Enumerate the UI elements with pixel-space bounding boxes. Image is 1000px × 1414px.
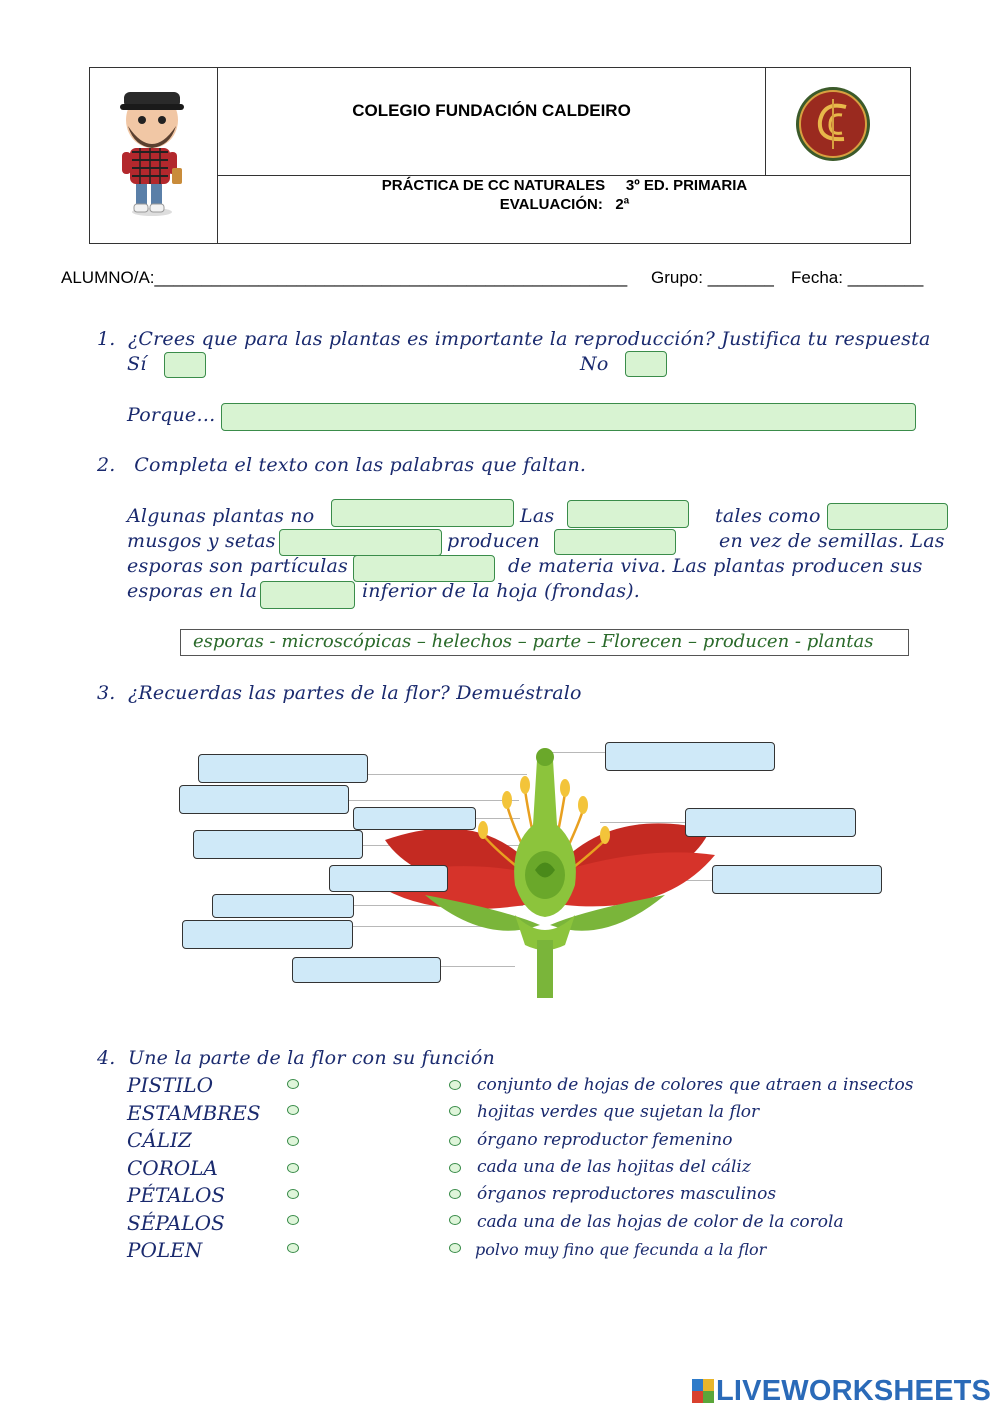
reason-answer-input[interactable] — [221, 403, 916, 431]
evaluation-line: EVALUACIÓN: 2ª — [499, 196, 630, 213]
no-answer-box[interactable] — [625, 351, 667, 377]
function-match-dot[interactable] — [449, 1163, 461, 1173]
part-match-dot[interactable] — [287, 1215, 299, 1225]
flower-part-input-7[interactable] — [182, 920, 353, 949]
q2-blank-6[interactable] — [353, 555, 495, 582]
subject-line: PRÁCTICA DE CC NATURALES 3º ED. PRIMARIA — [381, 177, 748, 194]
function-text: hojitas verdes que sujetan la flor — [477, 1102, 760, 1122]
header-divider — [765, 67, 766, 175]
liveworksheets-brand: LIVEWORKSHEETS — [716, 1374, 992, 1407]
q2-blank-5[interactable] — [554, 529, 676, 555]
part-match-dot[interactable] — [287, 1105, 299, 1115]
function-text: polvo muy fino que fecunda a la flor — [475, 1240, 767, 1259]
q2-blank-2[interactable] — [567, 500, 689, 528]
function-text: órganos reproductores masculinos — [477, 1184, 777, 1204]
flower-part-input-10[interactable] — [685, 808, 856, 837]
function-match-dot[interactable] — [449, 1243, 461, 1253]
q2-blank-7[interactable] — [260, 581, 355, 609]
function-text: conjunto de hojas de colores que atraen a insectos — [477, 1075, 914, 1095]
part-name: PISTILO — [127, 1073, 213, 1097]
part-match-dot[interactable] — [287, 1136, 299, 1146]
q2-text-line2-c: en vez de semillas. Las — [719, 530, 945, 552]
word-bank: esporas - microscópicas – helechos – parte – Florecen – producen - plantas — [180, 629, 909, 656]
q2-text-line4-b: inferior de la hoja (frondas). — [362, 580, 641, 602]
flower-part-input-9[interactable] — [605, 742, 775, 771]
q2-blank-3[interactable] — [827, 503, 948, 530]
q2-text-line3-a: esporas son partículas — [127, 555, 348, 577]
grupo-field-label: Grupo: _______ — [651, 268, 774, 287]
q2-blank-1[interactable] — [331, 499, 514, 527]
function-text: cada una de las hojas de color de la corola — [477, 1212, 844, 1232]
function-match-dot[interactable] — [449, 1106, 461, 1116]
mascot-figure-image — [110, 82, 200, 217]
logo-letter-v — [692, 1391, 703, 1403]
q2-text-line4-a: esporas en la — [127, 580, 258, 602]
question-4: 4. Une la parte de la flor con su función — [97, 1047, 495, 1069]
part-name: SÉPALOS — [127, 1211, 225, 1235]
part-match-dot[interactable] — [287, 1189, 299, 1199]
logo-letter-e — [703, 1391, 714, 1403]
part-match-dot[interactable] — [287, 1163, 299, 1173]
part-name: ESTAMBRES — [127, 1101, 261, 1125]
header-divider — [217, 67, 218, 244]
question-1: 1. ¿Crees que para las plantas es importante la reproducción? Justifica tu respuesta — [97, 328, 931, 350]
part-name: PÉTALOS — [127, 1183, 226, 1207]
school-crest-logo — [794, 85, 872, 163]
function-match-dot[interactable] — [449, 1080, 461, 1090]
school-name: COLEGIO FUNDACIÓN CALDEIRO — [352, 101, 631, 120]
part-name: CÁLIZ — [127, 1128, 192, 1152]
function-match-dot[interactable] — [449, 1189, 461, 1199]
logo-letter-l — [692, 1379, 703, 1391]
alumno-field-label: ALUMNO/A:__________________________________________________ — [61, 268, 628, 287]
q2-blank-4[interactable] — [279, 529, 442, 556]
flower-part-input-2[interactable] — [179, 785, 349, 814]
function-text: cada una de las hojitas del cáliz — [477, 1157, 751, 1177]
no-label: No — [580, 353, 609, 375]
yes-answer-box[interactable] — [164, 352, 206, 378]
porque-label: Porque… — [127, 404, 216, 426]
q2-text-line1-a: Algunas plantas no — [127, 505, 315, 527]
header-table — [89, 67, 911, 244]
q2-text-line1-c: tales como — [715, 505, 821, 527]
part-name: COROLA — [127, 1156, 218, 1180]
yes-label: Sí — [127, 353, 147, 375]
question-3: 3. ¿Recuerdas las partes de la flor? Demuéstralo — [97, 682, 582, 704]
part-match-dot[interactable] — [287, 1079, 299, 1089]
header-divider — [217, 175, 911, 176]
flower-part-input-6[interactable] — [212, 894, 354, 918]
function-match-dot[interactable] — [449, 1215, 461, 1225]
q2-text-line1-b: Las — [520, 505, 555, 527]
logo-icon — [692, 1379, 714, 1403]
q2-text-line3-b: de materia viva. Las plantas producen sus — [508, 555, 923, 577]
flower-part-input-4[interactable] — [193, 830, 363, 859]
flower-part-input-1[interactable] — [198, 754, 368, 783]
function-match-dot[interactable] — [449, 1136, 461, 1146]
question-2: 2. Completa el texto con las palabras que faltan. — [97, 454, 587, 476]
function-text: órgano reproductor femenino — [477, 1130, 733, 1150]
flower-part-input-5[interactable] — [329, 865, 448, 892]
liveworksheets-logo — [692, 1376, 991, 1406]
flower-part-input-11[interactable] — [712, 865, 882, 894]
flower-part-input-8[interactable] — [292, 957, 441, 983]
part-match-dot[interactable] — [287, 1243, 299, 1253]
flower-part-input-3[interactable] — [353, 807, 476, 830]
part-name: POLEN — [127, 1238, 203, 1262]
fecha-field-label: Fecha: ________ — [791, 268, 924, 287]
q2-text-line2-a: musgos y setas — [127, 530, 276, 552]
q2-text-line2-b: producen — [447, 530, 540, 552]
logo-letter-i — [703, 1379, 714, 1391]
